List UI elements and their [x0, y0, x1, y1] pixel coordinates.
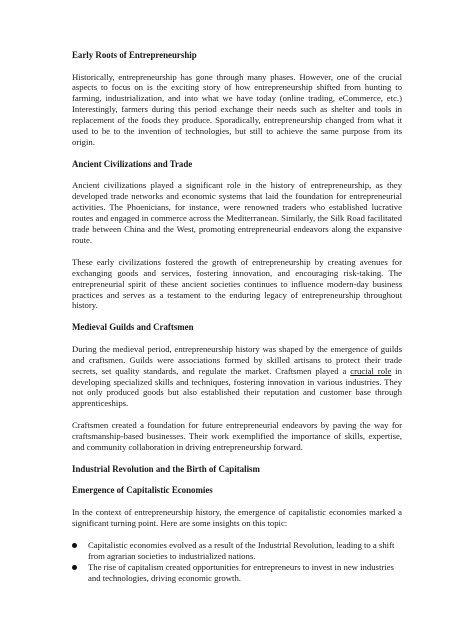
paragraph-medieval-guilds-1 [72, 344, 402, 409]
heading-medieval-guilds: Medieval Guilds and Craftsmen [72, 322, 194, 333]
list-item-text: Capitalistic economies evolved as a result of the Industrial Revolution, leading to a shift from agrarian societies to industrialized nations. [88, 539, 395, 561]
heading-early-roots: Early Roots of Entrepreneurship [72, 50, 197, 60]
list-item [72, 540, 402, 562]
bullet-icon [72, 565, 77, 570]
list-item [72, 562, 402, 584]
paragraph-early-roots: Historically, entrepreneurship has gone through many phases. However, one of the crucial aspects to focus on is the exciting story of how entrepreneurship shifted from hunting to farming, industrialization, and into what we have today (online trading, eCommerce, etc.) Interestingly, farmers during this period exchange their needs such as shelter and tools in replacement of the foods they produce. Sporadically, entrepreneurship changed from what it used to be to the invention of technologies, but still to achieve the same purpose from its origin. [72, 71, 402, 147]
bullet-list [72, 540, 402, 584]
bullet-icon [72, 543, 77, 548]
crucial-role-link[interactable]: crucial role [350, 365, 392, 376]
paragraph-capitalistic-intro: In the context of entrepreneurship history, the emergence of capitalistic economies marked a significant turning point. Here are some insights on this topic: [72, 506, 402, 528]
heading-capitalistic-economies: Emergence of Capitalistic Economies [72, 485, 213, 496]
heading-industrial-revolution: Industrial Revolution and the Birth of Capitalism [72, 463, 260, 474]
paragraph-medieval-guilds-2: Craftsmen created a foundation for future entrepreneurial endeavors by paving the way for craftsmanship-based businesses. Their work exemplified the importance of skills, expertise, and community collaboration in driving entrepreneurship forward. [72, 420, 402, 453]
list-item-text: The rise of capitalism created opportunities for entrepreneurs to invest in new industries and technologies, driving economic growth. [88, 561, 394, 583]
paragraph-ancient-civilizations-1: Ancient civilizations played a significant role in the history of entrepreneurship, as they developed trade networks and economic systems that laid the foundation for entrepreneurial activities. The Phoenicians, for instance, were renowned traders who established lucrative routes and engaged in commerce across the Mediterranean. Similarly, the Silk Road facilitated trade between China and the West, promoting entrepreneurial endeavors along the expansive route. [72, 180, 402, 245]
heading-ancient-civilizations: Ancient Civilizations and Trade [72, 158, 193, 169]
paragraph-text-before-link: During the medieval period, entrepreneurship history was shaped by the emergence of guilds and craftsmen. Guilds were associations formed by skilled artisans to protect their trade secrets, set quality standards, and regulate the market. Craftsmen played a [72, 343, 402, 376]
paragraph-ancient-civilizations-2: These early civilizations fostered the growth of entrepreneurship by creating avenues for exchanging goods and services, fostering innovation, and encouraging risk-taking. The entrepreneurial spirit of these ancient societies continues to influence modern-day business practices and serves as a testament to the enduring legacy of entrepreneurship throughout history. [72, 256, 402, 311]
paragraph-text-after-link: in developing specialized skills and techniques, fostering innovation in various industries. They not only produced goods but also established their reputation and customer base through apprenticeships. [72, 365, 403, 409]
